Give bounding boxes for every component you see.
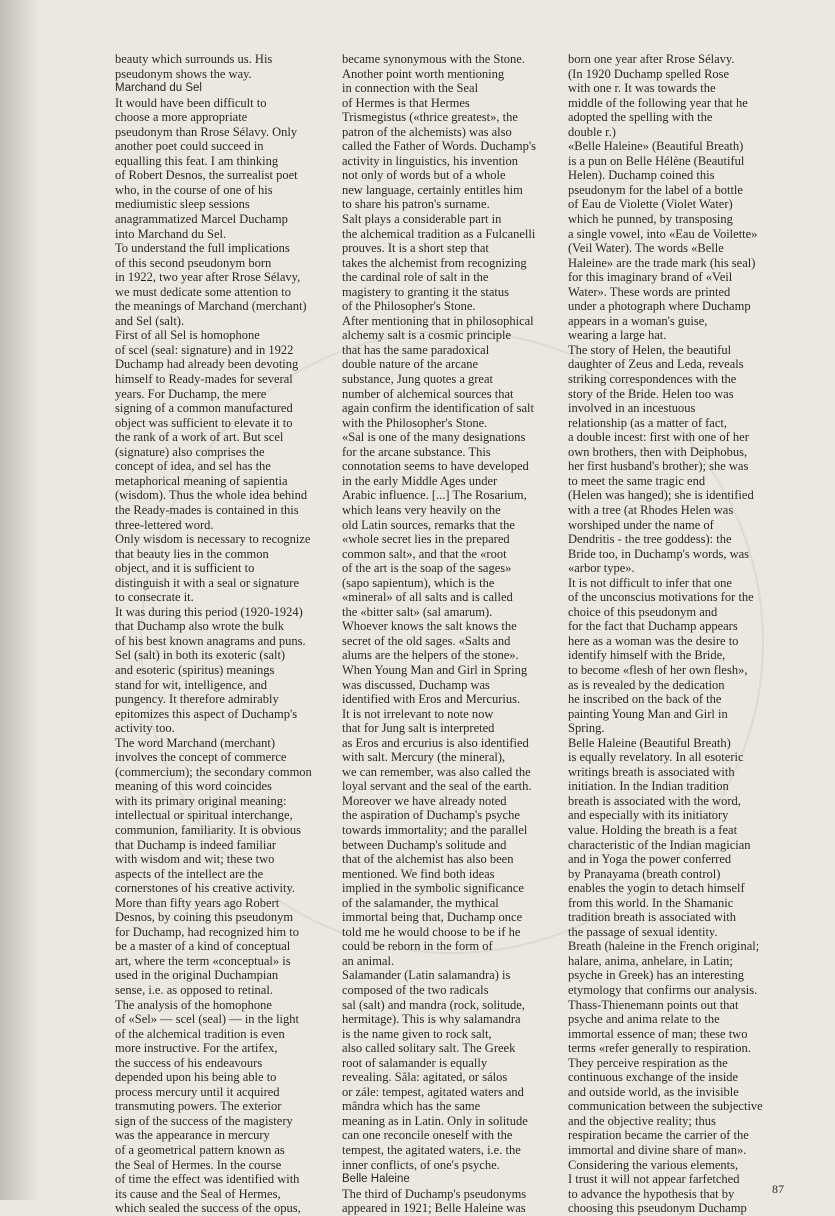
paragraph: Considering the various elements, I trust it will not appear farfetched to advance the hypothesis that by choosing this pseudonym Duchamp: [568, 1157, 747, 1216]
paragraph: «Belle Haleine» (Beautiful Breath) is a pun on Belle Hélène (Beautiful Helen). Duchamp coined this pseudonym for the label of a bottle of Eau de Violette (Violet Water) which he punned, by transposing a single vowel, into «Eau de Voilette» (Veil Water). The words «Belle Haleine» are the trade mark (his seal) for this imaginary brand of «Veil Water». These words are printed under a photograph where Duchamp appears in a woman's guise, wearing a large hat.: [568, 139, 758, 343]
paragraph: The word Marchand (merchant) involves the concept of commerce (commercium); the secondary common meaning of this word coincides with its primary original meaning: intellectual or spiritual interchange, communion, familiarity. It is obvious that Duchamp is indeed familiar with wisdom and wit; these two aspects of the intellect are the cornerstones of his creative activity. More than fifty years ago Robert Desnos, by coining this pseudonym for Duchamp, had recognized him to be a master of a kind of conceptual art, where the term «conceptual» is used in the original Duchampian sense, i.e. as opposed to retinal.: [115, 735, 312, 997]
paragraph: Salamander (Latin salamandra) is composed of the two radicals sal (salt) and mandra (rock, solitude, hermitage). This is why salamandra is the name given to rock salt, also called solitary salt. The Greek root of salamander is equally revealing. Sâla: agitated, or sálos or zále: tempest, agitated waters and mândra which has the same meaning as in Latin. Only in solitude can one reconcile oneself with the tempest, the agitated waters, i.e. the inner conflicts, of one's psyche.: [342, 968, 528, 1172]
paragraph: Only wisdom is necessary to recognize that beauty lies in the common object, and it is sufficient to distinguish it with a seal or signature to consecrate it.: [115, 532, 311, 605]
paragraph: born one year after Rrose Sélavy. (In 1920 Duchamp spelled Rose with one r. It was towards the middle of the following year that he adopted the spelling with the double r.): [568, 52, 748, 139]
paragraph: became synonymous with the Stone. Another point worth mentioning in connection with the Seal of Hermes is that Hermes Trismegistus («thrice greatest», the patron of the alchemists) was also called the Father of Words. Duchamp's activity in linguistics, his invention not only of words but of a whole new language, certainly entitles him to share his patron's surname.: [342, 52, 537, 212]
paragraph: The analysis of the homophone of «Sel» — scel (seal) — in the light of the alchemical tradition is even more instructive. For the artifex, the success of his endeavours depended upon his being able to process mercury until it acquired transmuting powers. The exterior sign of the success of the magistery was the appearance in mercury of a geometrical pattern known as the Seal of Hermes. In the course of time the effect was identified with its cause and the Seal of Hermes, which sealed the success of the opus,: [115, 997, 301, 1216]
paragraph: The third of Duchamp's pseudonyms appeared in 1921; Belle Haleine was: [342, 1186, 527, 1216]
text-column-2: [342, 52, 567, 1216]
paragraph: It would have been difficult to choose a more appropriate pseudonym than Rrose Sélavy. Only another poet could succeed in equalling this feat. I am thinking of Robert Desnos, the surrealist poet who, in the course of one of his mediumistic sleep sessions anagrammatized Marcel Duchamp into Marchand du Sel.: [115, 95, 298, 241]
paragraph: Belle Haleine (Beautiful Breath) is equally revelatory. In all esoteric writings breath is associated with initiation. In the Indian tradition breath is associated with the word, and especially with its initiatory value. Holding the breath is a feat characteristic of the Indian magician and in Yoga the power conferred by Pranayama (breath control) enables the yogin to detach himself from this world. In the Shamanic tradition breath is associated with the passage of sexual identity.: [568, 735, 751, 939]
page-gutter-shadow: [0, 0, 40, 1200]
paragraph: Salt plays a considerable part in the alchemical tradition as a Fulcanelli prouves. It is a short step that takes the alchemist from recognizing the cardinal role of salt in the magistery to granting it the status of the Philosopher's Stone.: [342, 212, 536, 314]
paragraph: It is not difficult to infer that one of the unconscius motivations for the choice of this pseudonym and for the fact that Duchamp appears here as a woman was the desire to identify himself with the Bride, to become «flesh of her own flesh», as is revealed by the dedication he inscribed on the back of the painting Young Man and Girl in Spring.: [568, 575, 754, 736]
section-heading: Belle Haleine: [342, 1173, 410, 1186]
section-heading: Marchand du Sel: [115, 82, 202, 95]
paragraph: Breath (haleine in the French original; halare, anima, anhelare, in Latin; psyche in Greek) has an interesting etymology that confirms our analysis. Thass-Thienemann points out that psyche and anima relate to the immortal essence of man; these two terms «refer generally to respiration. They perceive respiration as the continuous exchange of the inside and outside world, as the invisible communication between the subjective and the objective reality; thus respiration became the carrier of the immortal and divine share of man».: [568, 939, 763, 1158]
paragraph: beauty which surrounds us. His pseudonym shows the way.: [115, 52, 273, 81]
text-column-3: [568, 52, 793, 1216]
paragraph: After mentioning that in philosophical alchemy salt is a cosmic principle that has the same paradoxical double nature of the arcane substance, Jung quotes a great number of alchemical sources that again confirm the identification of salt with the Philosopher's Stone.: [342, 313, 534, 430]
paragraph: To understand the full implications of this second pseudonym born in 1922, two year after Rrose Sélavy, we must dedicate some attention to the meanings of Marchand (merchant) and Sel (salt).: [115, 241, 307, 328]
paragraph: «Sal is one of the many designations for the arcane substance. This connotation seems to have developed in the early Middle Ages under Arabic influence. [...] The Rosarium, which leans very heavily on the old Latin sources, remarks that the «whole secret lies in the prepared common salt», and that the «root of the art is the soap of the sages» (sapo sapientum), which is the «mineral» of all salts and is called the «bitter salt» (sal amarum). Whoever knows the salt knows the secret of the old sages. «Salts and alums are the helpers of the stone».: [342, 430, 529, 663]
paragraph: When Young Man and Girl in Spring was discussed, Duchamp was identified with Eros and Mercurius. It is not irrelevant to note now that for Jung salt is interpreted as Eros and ercurius is also identified with salt. Mercury (the mineral), we can remember, was also called the loyal servant and the seal of the earth. Moreover we have already noted the aspiration of Duchamp's psyche towards immortality; and the parallel between Duchamp's solitude and that of the alchemist has also been mentioned. We find both ideas implied in the symbolic significance of the salamander, the mythical immortal being that, Duchamp once told me he would choose to be if he could be reborn in the form of an animal.: [342, 662, 532, 968]
text-column-1: [115, 52, 340, 1216]
paragraph: First of all Sel is homophone of scel (seal: signature) and in 1922 Duchamp had already been devoting himself to Ready-mades for several years. For Duchamp, the mere signing of a common manufactured object was sufficient to elevate it to the rank of a work of art. But scel (signature) also comprises the concept of idea, and sel has the metaphorical meaning of sapientia (wisdom). Thus the whole idea behind the Ready-mades is contained in this three-lettered word.: [115, 328, 308, 532]
paragraph: The story of Helen, the beautiful daughter of Zeus and Leda, reveals striking correspondences with the story of the Bride. Helen too was involved in an incestuous relationship (as a matter of fact, a double incest: first with one of her own brothers, then with Deiphobus, her first husband's brother); she was to meet the same tragic end (Helen was hanged); she is identified with a tree (at Rhodes Helen was worshiped under the name of Dendritis - the tree goddess): the Bride too, in Duchamp's words, was «arbor type».: [568, 342, 754, 576]
paragraph: It was during this period (1920-1924) that Duchamp also wrote the bulk of his best known anagrams and puns. Sel (salt) in both its exoteric (salt) and esoteric (spiritus) meanings stand for wit, intelligence, and pungency. It therefore admirably epitomizes this aspect of Duchamp's activity too.: [115, 604, 306, 736]
page-number: 87: [772, 1182, 784, 1196]
